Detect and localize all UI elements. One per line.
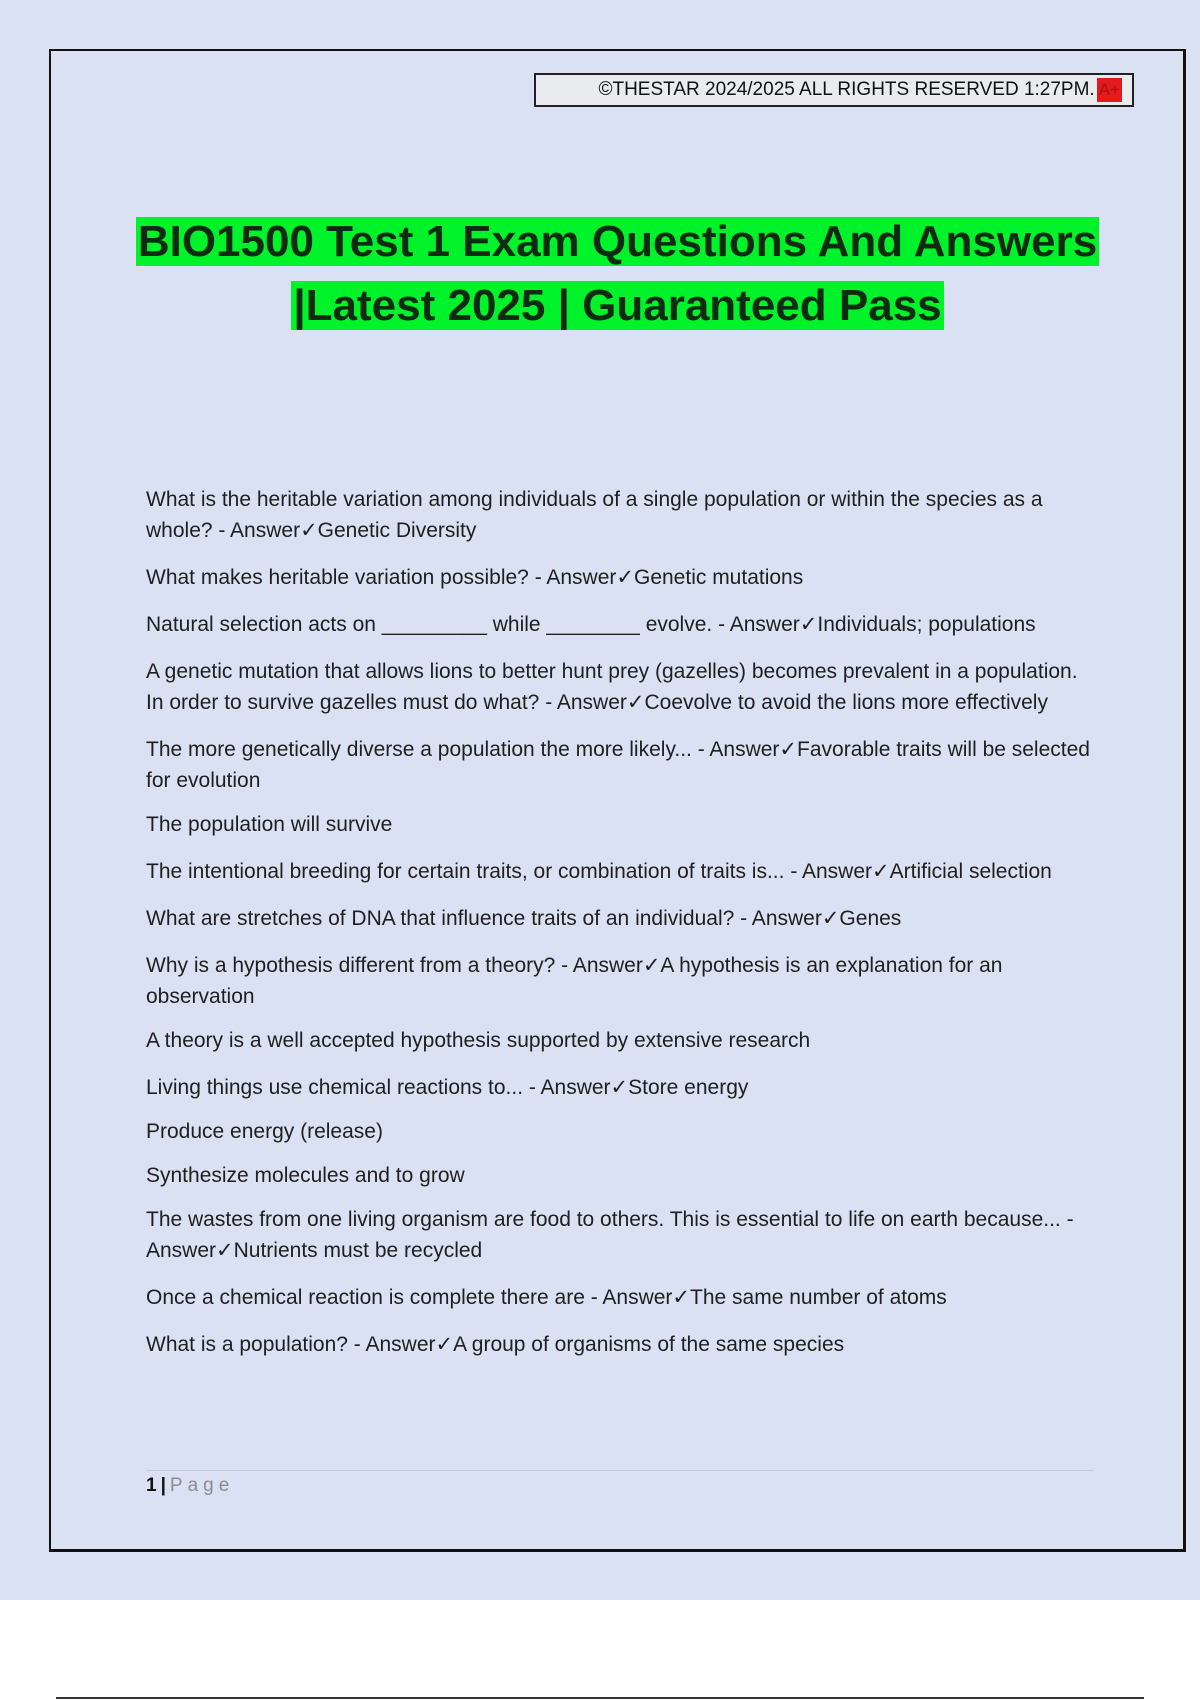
page-number-separator: | bbox=[160, 1475, 166, 1496]
page-number-label: Page bbox=[169, 1475, 235, 1496]
qa-item: The more genetically diverse a population the more likely... - Answer✓Favorable traits will be selected for evolution bbox=[146, 738, 1090, 792]
qa-list bbox=[146, 484, 1096, 1376]
copyright-text: ©THESTAR 2024/2025 ALL RIGHTS RESERVED 1:27PM. bbox=[598, 79, 1095, 100]
qa-item: Why is a hypothesis different from a theory? - Answer✓A hypothesis is an explanation for an observation bbox=[146, 954, 1003, 1008]
qa-item: A theory is a well accepted hypothesis supported by extensive research bbox=[146, 1029, 811, 1052]
copyright-header bbox=[534, 73, 1134, 107]
title-line-1: BIO1500 Test 1 Exam Questions And Answers bbox=[137, 217, 1098, 266]
qa-item: A genetic mutation that allows lions to better hunt prey (gazelles) becomes prevalent in a population. In order to survive gazelles must do what? - Answer✓Coevolve to avoid the lions more effectively bbox=[146, 660, 1078, 714]
qa-item: Synthesize molecules and to grow bbox=[146, 1164, 465, 1187]
qa-item: What are stretches of DNA that influence traits of an individual? - Answer✓Genes bbox=[146, 907, 902, 930]
qa-item: Living things use chemical reactions to... - Answer✓Store energy bbox=[146, 1076, 749, 1099]
qa-item: What is a population? - Answer✓A group of organisms of the same species bbox=[146, 1333, 845, 1356]
qa-item: Produce energy (release) bbox=[146, 1120, 383, 1143]
page-number-value: 1 bbox=[146, 1475, 157, 1496]
bottom-divider bbox=[56, 1697, 1144, 1699]
qa-item: The population will survive bbox=[146, 813, 393, 836]
qa-item: Once a chemical reaction is complete there are - Answer✓The same number of atoms bbox=[146, 1286, 947, 1309]
qa-item: The intentional breeding for certain traits, or combination of traits is... - Answer✓Artificial selection bbox=[146, 860, 1052, 883]
footer-divider bbox=[146, 1470, 1094, 1471]
page-number bbox=[146, 1474, 234, 1498]
document-title bbox=[100, 210, 1135, 338]
qa-item: The wastes from one living organism are food to others. This is essential to life on earth because... - Answer✓Nutrients must be recycled bbox=[146, 1208, 1074, 1262]
qa-item: Natural selection acts on _________ while ________ evolve. - Answer✓Individuals; populations bbox=[146, 613, 1036, 636]
grade-badge: A+ bbox=[1097, 78, 1122, 102]
title-line-2: |Latest 2025 | Guaranteed Pass bbox=[293, 281, 942, 330]
qa-item: What is the heritable variation among individuals of a single population or within the species as a whole? - Answer✓Genetic Diversity bbox=[146, 488, 1043, 542]
qa-item: What makes heritable variation possible? - Answer✓Genetic mutations bbox=[146, 566, 804, 589]
